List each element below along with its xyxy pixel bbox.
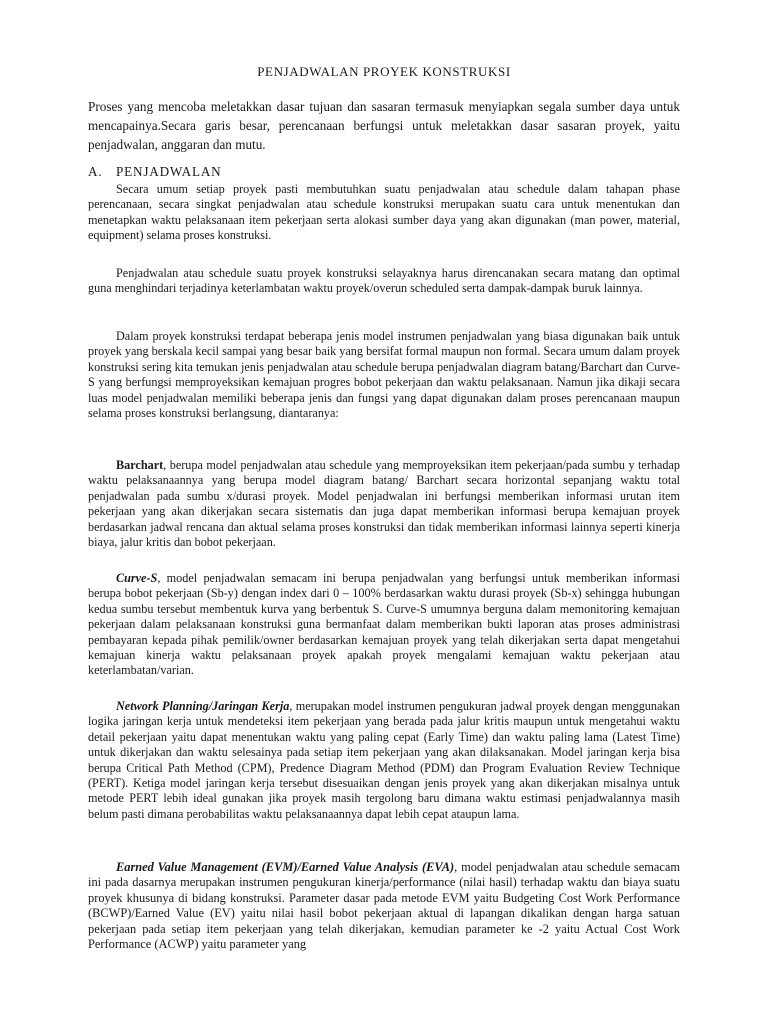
section-heading [88,164,222,180]
paragraph-schedule-planning: Penjadwalan atau schedule suatu proyek konstruksi selayaknya harus direncanakan secara matang dan optimal guna menghindari terjadinya keterlambatan waktu proyek/overun scheduled serta dampak-dampak buruk lainnya. [88,266,680,296]
network-planning-description: , merupakan model instrumen pengukuran jadwal proyek dengan menggunakan logika jaringan kerja untuk mendeteksi item pekerjaan yang berada pada jalur kritis maupun untuk mengetahui waktu detail pekerjaan yaitu dapat menentukan waktu yang paling cepat (Early Time) dan waktu paling lama (Latest Time) untuk dikerjakan dan waktu selesainya pada setiap item pekerjaan yang akan dilaksanakan. Model jaringan kerja bisa berupa Critical Path Method (CPM), Predence Diagram Method (PDM) dan Program Evaluation Review Technique (PERT). Ketiga model jaringan kerja tersebut disesuaikan dengan jenis proyek yang akan dikerjakan misalnya untuk metode PERT lebih ideal gunakan jika proyek masih tergolong baru dimana waktu estimasi penjadwalannya masih belum pasti dimana perobabilitas waktu pelaksanaannya dapat lebih cepat ataupun lama. [88,699,680,821]
section-title: PENJADWALAN [116,164,222,179]
paragraph-network-planning [88,699,680,822]
paragraph-model-types: Dalam proyek konstruksi terdapat beberapa jenis model instrumen penjadwalan yang biasa digunakan baik untuk proyek yang berskala kecil sampai yang besar baik yang bersifat formal maupun non formal. Secara umum dalam proyek konstruksi sering kita temukan jenis penjadwalan atau schedule berupa penjadwalan diagram batang/Barchart dan Curve-S yang berfungsi memproyeksikan kemajuan progres bobot pekerjaan dan waktu pelaksanaan. Namun jika dikaji secara luas model penjadwalan memiliki beberapa jenis dan fungsi yang dapat digunakan dalam proses perencanaan maupun selama proses konstruksi berlangsung, diantaranya: [88,329,680,421]
paragraph-barchart [88,458,680,550]
evm-description: , model penjadwalan atau schedule semacam ini pada dasarnya merupakan instrumen pengukuran kinerja/performance (nilai hasil) terhadap waktu dan biaya suatu proyek khusunya di bidang konstruksi. Parameter dasar pada metode EVM yaitu Budgeting Cost Work Performance (BCWP)/Earned Value (EV) yaitu nilai hasil bobot pekerjaan aktual di lapangan dikalikan dengan harga satuan pekerjaan pada setiap item pekerjaan yang telah dikerjakan, kemudian parameter ke -2 yaitu Actual Cost Work Performance (ACWP) yaitu parameter yang [88,860,680,952]
term-barchart: Barchart [116,458,164,472]
paragraph-curve-s [88,571,680,679]
term-curve-s: Curve-S [116,571,158,585]
document-page [88,0,680,1024]
intro-paragraph: Proses yang mencoba meletakkan dasar tujuan dan sasaran termasuk menyiapkan segala sumber daya untuk mencapainya.Secara garis besar, perencanaan berfungsi untuk meletakkan dasar sasaran proyek, yaitu penjadwalan, anggaran dan mutu. [88,99,680,152]
term-network-planning: Network Planning/Jaringan Kerja [116,699,290,713]
paragraph-evm [88,860,680,952]
term-evm: Earned Value Management (EVM)/Earned Value Analysis (EVA) [116,860,455,874]
barchart-description: , berupa model penjadwalan atau schedule yang memproyeksikan item pekerjaan/pada sumbu y terhadap waktu pelaksanaannya yang berupa model diagram batang/ Barchart secara horizontal sepanjang waktu total penjadwalan pada sumbu x/durasi proyek. Model penjadwalan ini berfungsi memberikan informasi urutan item pekerjaan yang akan dikerjakan secara sistematis dan juga dapat memberikan informasi berupa kemajuan proyek berdasarkan jadwal rencana dan aktual selama proses konstruksi dan tidak memberikan informasi lainnya seperti kinerja biaya, jalur kritis dan bobot pekerjaan. [88,458,680,550]
section-number: A. [88,164,103,179]
document-title: PENJADWALAN PROYEK KONSTRUKSI [257,64,511,79]
curve-s-description: , model penjadwalan semacam ini berupa penjadwalan yang berfungsi untuk memberikan informasi berupa bobot pekerjaan (Sb-y) dengan index dari 0 – 100% berdasarkan waktu durasi proyek (Sb-x) sehingga hubungan kedua sumbu tersebut membentuk kurva yang berbentuk S. Curve-S umumnya berguna dalam memonitoring kemajuan pekerjaan dalam pelaksanaan konstruksi guna bermanfaat dalam memberikan bukti laporan atas proses administrasi pembayaran kepada pihak pemilik/owner berdasarkan kemajuan proyek yang telah dikerjakan serta dapat mengetahui kemajuan kinerja waktu pelaksanaan proyek apakah proyek mengalami kemajuan waktu pekerjaan atau keterlambatan/varian. [88,571,680,678]
paragraph-general: Secara umum setiap proyek pasti membutuhkan suatu penjadwalan atau schedule dalam tahapan phase perencanaan, secara singkat penjadwalan atau schedule konstruksi merupakan suatu cara untuk menentukan dan menetapkan waktu pelaksanaan item pekerjaan serta alokasi sumber daya yang akan digunakan (man power, material, equipment) selama proses konstruksi. [88,182,680,243]
